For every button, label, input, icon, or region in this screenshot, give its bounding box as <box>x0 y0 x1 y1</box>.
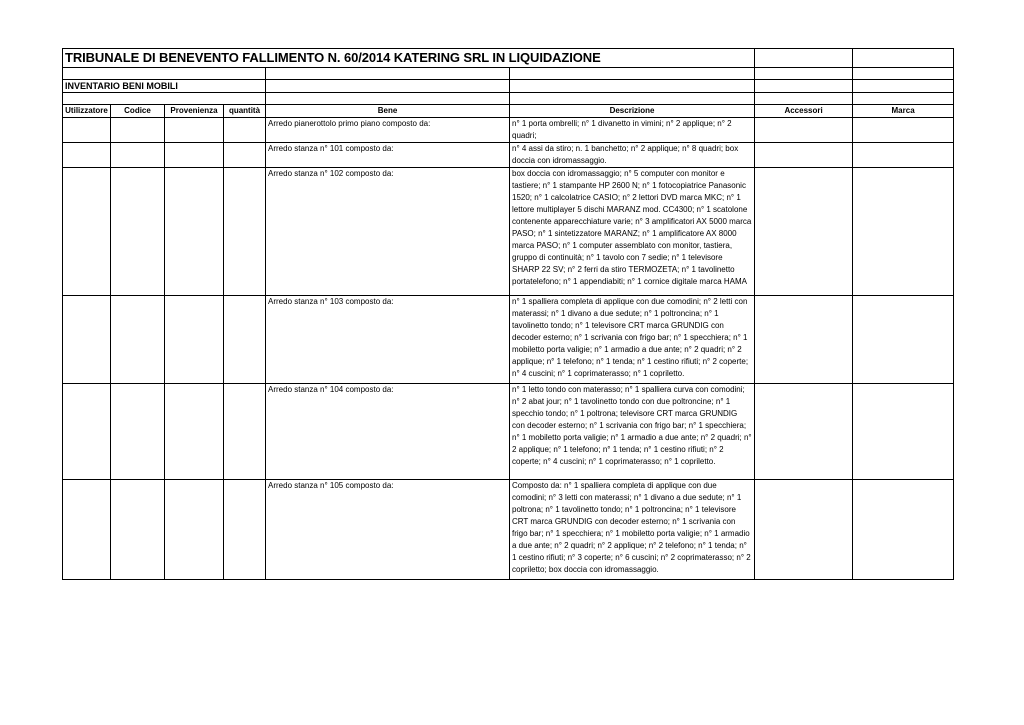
cell-descrizione[interactable] <box>510 168 755 296</box>
cell-accessori[interactable] <box>755 384 853 480</box>
cell-utilizzatore[interactable] <box>63 118 111 143</box>
table-row <box>63 143 954 168</box>
cell-quantita[interactable] <box>224 384 266 480</box>
cell-codice[interactable] <box>111 296 165 384</box>
table-row <box>63 384 954 480</box>
cell-codice[interactable] <box>111 118 165 143</box>
cell-bene[interactable]: Arredo stanza n° 105 composto da: <box>266 480 510 580</box>
cell-descrizione-text: box doccia con idromassaggio; n° 5 computer con monitor e tastiere; n° 1 stampante HP 2600 N; n° 1 fotocopiatrice Panasonic 1520; n° 1 calcolatrice CASIO; n° 2 lettori DVD marca MKC; n° 1 lettore multiplayer 5 dischi MARANZ mod. CC4300; n° 1 scatolone contenente apparecchiature varie; n° 3 amplificatori AX 5000 marca PASO; n° 1 sintetizzatore MARANZ; n° 1 amplificatore AX 8000 marca PASO; n° 1 computer assemblato con monitor, tastiera, gruppo di continuità; n° 1 tavolo con 7 sedie; n° 1 televisore SHARP 22 SV; n° 2 ferri da stiro TERMOZETA; n° 1 tavolinetto portatelefono; n° 1 appendiabiti; n° 1 cornice digitale marca HAMA <box>512 169 752 286</box>
cell-codice[interactable] <box>111 143 165 168</box>
empty-cell[interactable] <box>510 80 755 93</box>
table-row <box>63 118 954 143</box>
cell-provenienza[interactable] <box>165 168 224 296</box>
empty-cell[interactable] <box>510 93 755 105</box>
cell-bene[interactable]: Arredo stanza n° 103 composto da: <box>266 296 510 384</box>
table-row <box>63 168 954 296</box>
cell-descrizione[interactable]: n° 1 spalliera completa di applique con due comodini; n° 2 letti con materassi; n° 1 divano a due sedute; n° 1 poltroncina; n° 1 tavolinetto tondo; n° 1 televisore CRT marca GRUNDIG con decoder esterno; n° 1 scrivania con frigo bar; n° 1 specchiera; n° 1 mobiletto porta valigie; n° 1 armadio a due ante; n° 2 quadri; n° 2 applique; n° 1 telefono; n° 1 tenda; n° 1 cestino rifiuti; n° 2 coperte; n° 4 cuscini; n° 1 coprimaterasso; n° 1 copriletto. <box>510 296 755 384</box>
cell-marca[interactable] <box>853 480 954 580</box>
cell-accessori[interactable] <box>755 118 853 143</box>
column-header-accessori[interactable]: Accessori <box>755 105 853 118</box>
cell-utilizzatore[interactable] <box>63 168 111 296</box>
cell-quantita[interactable] <box>224 480 266 580</box>
cell-provenienza[interactable] <box>165 296 224 384</box>
cell-marca[interactable] <box>853 384 954 480</box>
table-row <box>63 480 954 580</box>
empty-cell[interactable] <box>755 68 853 80</box>
cell-utilizzatore[interactable] <box>63 384 111 480</box>
cell-accessori[interactable] <box>755 296 853 384</box>
sheet-subtitle[interactable]: INVENTARIO BENI MOBILI <box>63 80 266 93</box>
column-header-marca[interactable]: Marca <box>853 105 954 118</box>
cell-marca[interactable] <box>853 118 954 143</box>
inventory-sheet <box>62 48 954 580</box>
cell-quantita[interactable] <box>224 118 266 143</box>
cell-utilizzatore[interactable] <box>63 143 111 168</box>
empty-cell[interactable] <box>266 93 510 105</box>
cell-quantita[interactable] <box>224 168 266 296</box>
cell-bene[interactable]: Arredo stanza n° 104 composto da: <box>266 384 510 480</box>
cell-codice[interactable] <box>111 384 165 480</box>
empty-cell[interactable] <box>755 80 853 93</box>
cell-bene[interactable]: Arredo pianerottolo primo piano composto da: <box>266 118 510 143</box>
column-header-quantita[interactable]: quantità <box>224 105 266 118</box>
cell-provenienza[interactable] <box>165 143 224 168</box>
column-header-provenienza[interactable]: Provenienza <box>165 105 224 118</box>
cell-bene[interactable]: Arredo stanza n° 101 composto da: <box>266 143 510 168</box>
cell-utilizzatore[interactable] <box>63 480 111 580</box>
cell-accessori[interactable] <box>755 168 853 296</box>
cell-codice[interactable] <box>111 168 165 296</box>
cell-provenienza[interactable] <box>165 480 224 580</box>
cell-descrizione[interactable]: n° 1 porta ombrelli; n° 1 divanetto in vimini; n° 2 applique; n° 2 quadri; <box>510 118 755 143</box>
empty-cell[interactable] <box>853 80 954 93</box>
cell-quantita[interactable] <box>224 296 266 384</box>
column-header-descrizione[interactable]: Descrizione <box>510 105 755 118</box>
cell-bene[interactable]: Arredo stanza n° 102 composto da: <box>266 168 510 296</box>
cell-quantita[interactable] <box>224 143 266 168</box>
column-header-utilizzatore[interactable]: Utilizzatore <box>63 105 111 118</box>
sheet-title[interactable]: TRIBUNALE DI BENEVENTO FALLIMENTO N. 60/2014 KATERING SRL IN LIQUIDAZIONE <box>63 49 755 68</box>
cell-descrizione[interactable]: Composto da: n° 1 spalliera completa di applique con due comodini; n° 3 letti con materassi; n° 1 divano a due sedute; n° 1 poltrona; n° 1 tavolinetto tondo; n° 1 poltroncina; n° 1 televisore CRT marca GRUNDIG con decoder esterno; n° 1 scrivania con frigo bar; n° 1 specchiera; n° 1 mobiletto porta valigie; n° 1 armadio a due ante; n° 2 quadri; n° 2 applique; n° 2 telefono; n° 1 tenda; n° 1 cestino rifiuti; n° 3 coperte; n° 6 cuscini; n° 2 coprimaterasso; n° 2 copriletto; box doccia con idromassaggio. <box>510 480 755 580</box>
cell-provenienza[interactable] <box>165 118 224 143</box>
empty-cell[interactable] <box>853 93 954 105</box>
empty-cell[interactable] <box>63 93 266 105</box>
empty-cell[interactable] <box>853 68 954 80</box>
cell-descrizione[interactable]: n° 1 letto tondo con materasso; n° 1 spalliera curva con comodini; n° 2 abat jour; n° 1 tavolinetto tondo con due poltroncine; n° 1 specchio tondo; n° 1 poltrona; televisore CRT marca GRUNDIG con decoder esterno; n° 1 scrivania con frigo bar; n° 1 specchiera; n° 1 mobiletto porta valigie; n° 1 armadio a due ante; n° 2 quadri; n° 2 applique; n° 1 telefono; n° 1 tenda; n° 1 cestino rifiuti; n° 2 coperte; n° 4 cuscini; n° 1 coprimaterasso; n° 1 copriletto. <box>510 384 755 480</box>
empty-cell[interactable] <box>510 68 755 80</box>
header-row <box>63 105 954 118</box>
empty-cell[interactable] <box>266 80 510 93</box>
empty-cell[interactable] <box>63 68 266 80</box>
cell-utilizzatore[interactable] <box>63 296 111 384</box>
column-header-bene[interactable]: Bene <box>266 105 510 118</box>
cell-marca[interactable] <box>853 168 954 296</box>
cell-codice[interactable] <box>111 480 165 580</box>
empty-cell[interactable] <box>853 49 954 68</box>
cell-provenienza[interactable] <box>165 384 224 480</box>
cell-accessori[interactable] <box>755 480 853 580</box>
cell-marca[interactable] <box>853 143 954 168</box>
empty-cell[interactable] <box>755 93 853 105</box>
cell-accessori[interactable] <box>755 143 853 168</box>
empty-cell[interactable] <box>755 49 853 68</box>
cell-marca[interactable] <box>853 296 954 384</box>
table-row <box>63 296 954 384</box>
column-header-codice[interactable]: Codice <box>111 105 165 118</box>
empty-cell[interactable] <box>266 68 510 80</box>
cell-descrizione[interactable]: n° 4 assi da stiro; n. 1 banchetto; n° 2 applique; n° 8 quadri; box doccia con idromassaggio. <box>510 143 755 168</box>
